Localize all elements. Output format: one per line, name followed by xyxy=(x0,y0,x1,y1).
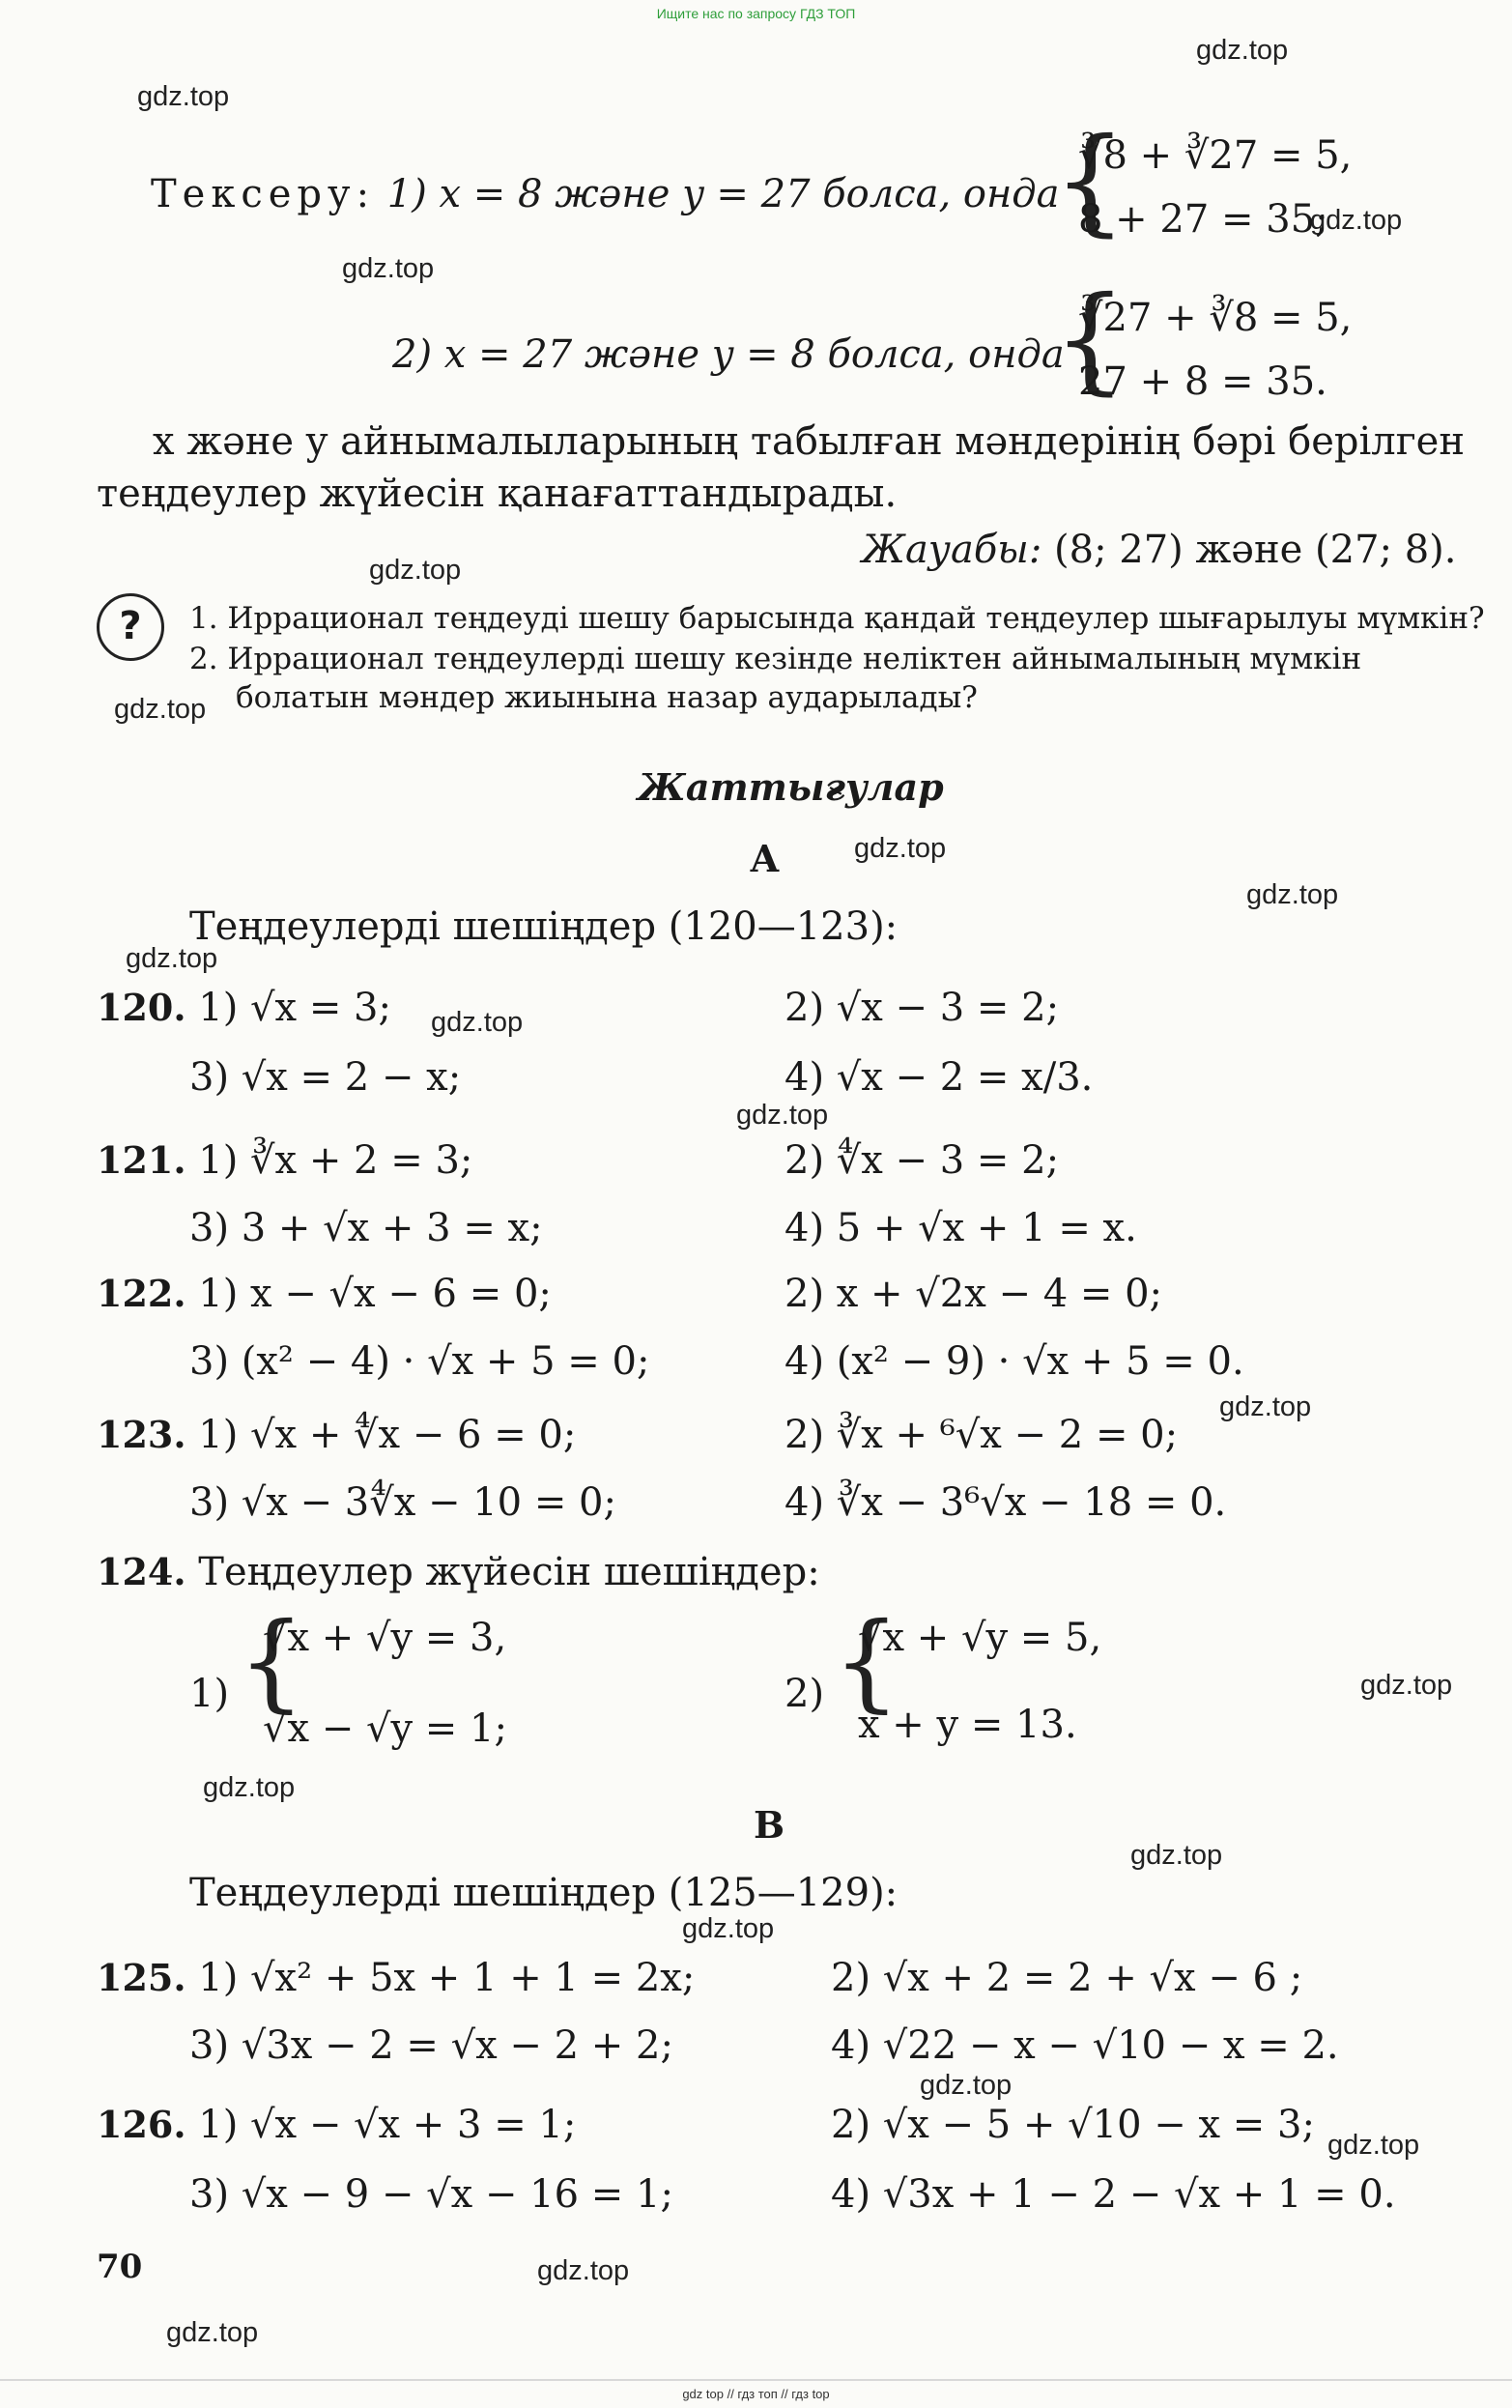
problem-part: 3) √3x − 2 = √x − 2 + 2; xyxy=(189,2023,673,2068)
problem-part: 2) √x − 5 + √10 − x = 3; xyxy=(831,2103,1315,2147)
watermark: gdz.top xyxy=(369,555,462,586)
problem-part: 1) √x + ∜x − 6 = 0; xyxy=(198,1413,577,1457)
watermark: gdz.top xyxy=(1310,205,1403,236)
problem-part: 2) √x + 2 = 2 + √x − 6 ; xyxy=(831,1956,1303,2000)
system-equation: √x + √y = 5, xyxy=(858,1616,1102,1660)
system-brace: { xyxy=(238,1599,305,1723)
problem-row xyxy=(97,1413,576,1457)
watermark: gdz.top xyxy=(1219,1391,1312,1422)
problem-number: 125. xyxy=(97,1956,186,1999)
system-brace: { xyxy=(1053,272,1127,407)
check-case-2: 2) x = 27 және y = 8 болса, онда xyxy=(392,332,1065,377)
problem-row xyxy=(97,986,391,1030)
problem-part: 4) √x − 2 = x/3. xyxy=(785,1055,1094,1100)
question-icon: ? xyxy=(97,593,164,661)
problem-number: 123. xyxy=(97,1413,186,1456)
problem-part: 3) (x² − 4) · √x + 5 = 0; xyxy=(189,1339,650,1384)
problem-part: 1) √x − √x + 3 = 1; xyxy=(198,2103,577,2147)
check-case-2-eq-2: 27 + 8 = 35. xyxy=(1078,359,1327,404)
check-case-2-eq-1: ∛27 + ∛8 = 5, xyxy=(1078,296,1353,340)
watermark: gdz.top xyxy=(736,1100,829,1131)
watermark: gdz.top xyxy=(1196,35,1289,66)
question-2-line-2: болатын мәндер жиынына назар аударылады? xyxy=(236,680,978,715)
watermark: gdz.top xyxy=(1360,1670,1453,1701)
watermark: gdz.top xyxy=(126,943,218,974)
check-case-1-eq-2: 8 + 27 = 35; xyxy=(1078,197,1328,242)
watermark: gdz.top xyxy=(166,2317,259,2348)
watermark: gdz.top xyxy=(431,1007,524,1038)
system-brace: { xyxy=(1053,114,1127,248)
problem-part: 4) 5 + √x + 1 = x. xyxy=(785,1206,1137,1250)
problem-number: 121. xyxy=(97,1138,186,1182)
problem-part: 1) ∛x + 2 = 3; xyxy=(198,1138,473,1183)
watermark: gdz.top xyxy=(1327,2130,1420,2161)
answer-label: Жауабы: xyxy=(862,528,1042,572)
problem-part: 3) √x − 9 − √x − 16 = 1; xyxy=(189,2172,673,2217)
problem-row xyxy=(97,1138,472,1183)
problem-text: Теңдеулер жүйесін шешіңдер: xyxy=(198,1550,820,1594)
problem-row xyxy=(97,1956,695,2000)
problem-row xyxy=(97,1550,820,1594)
problem-part: 2) ∛x + ⁶√x − 2 = 0; xyxy=(785,1413,1179,1457)
watermark: gdz.top xyxy=(920,2070,1013,2101)
problem-part: 3) √x − 3∜x − 10 = 0; xyxy=(189,1480,616,1525)
watermark: gdz.top xyxy=(682,1913,775,1944)
section-a-label: А xyxy=(750,837,780,880)
check-label: Тексеру: xyxy=(151,172,376,216)
problem-part: 2) x + √2x − 4 = 0; xyxy=(785,1272,1163,1316)
problem-number: 126. xyxy=(97,2103,186,2146)
check-conclusion-line-1: x және y айнымалыларының табылған мәндерінің бәрі берілген xyxy=(153,419,1466,464)
question-2-line-1: 2. Иррационал теңдеулерді шешу кезінде неліктен айнымалының мүмкін xyxy=(189,642,1362,676)
exercises-title: Жаттығулар xyxy=(638,765,944,809)
watermark: gdz.top xyxy=(1130,1840,1223,1871)
problem-part: 4) √22 − x − √10 − x = 2. xyxy=(831,2023,1339,2068)
system-equation: x + y = 13. xyxy=(858,1703,1077,1747)
section-b-label: В xyxy=(754,1803,785,1847)
problem-number: 120. xyxy=(97,986,186,1029)
watermark: gdz.top xyxy=(203,1772,296,1803)
check-conclusion-line-2: теңдеулер жүйесін қанағаттандырады. xyxy=(97,472,898,516)
watermark: gdz.top xyxy=(537,2255,630,2286)
answer-line xyxy=(862,528,1456,572)
section-b-instruction: Теңдеулерді шешіңдер (125—129): xyxy=(189,1871,899,1915)
footer-divider xyxy=(0,2379,1512,2381)
watermark: gdz.top xyxy=(854,833,947,864)
system-label: 1) xyxy=(189,1672,230,1716)
problem-part: 4) (x² − 9) · √x + 5 = 0. xyxy=(785,1339,1244,1384)
system-equation: √x − √y = 1; xyxy=(263,1706,507,1751)
system-label: 2) xyxy=(785,1672,825,1716)
bottom-banner: gdz top // гдз топ // гдз top xyxy=(682,2387,830,2401)
system-brace: { xyxy=(833,1599,900,1723)
section-a-instruction: Теңдеулерді шешіңдер (120—123): xyxy=(189,904,899,949)
problem-part: 3) √x = 2 − x; xyxy=(189,1055,462,1100)
problem-part: 4) √3x + 1 − 2 − √x + 1 = 0. xyxy=(831,2172,1396,2217)
check-block-1 xyxy=(151,172,1060,216)
watermark: gdz.top xyxy=(114,694,207,725)
watermark: gdz.top xyxy=(1246,879,1339,910)
problem-row xyxy=(97,1272,552,1316)
problem-number: 122. xyxy=(97,1272,186,1315)
problem-row xyxy=(97,2103,576,2147)
check-case-1-eq-1: ∛8 + ∛27 = 5, xyxy=(1078,133,1353,178)
problem-part: 1) √x = 3; xyxy=(198,986,391,1030)
check-case-1: 1) x = 8 және y = 27 болса, онда xyxy=(386,172,1060,216)
page-number: 70 xyxy=(97,2248,143,2286)
question-1: 1. Иррационал теңдеуді шешу барысында қандай теңдеулер шығарылуы мүмкін? xyxy=(189,601,1485,636)
problem-part: 2) ∜x − 3 = 2; xyxy=(785,1138,1060,1183)
problem-part: 4) ∛x − 3⁶√x − 18 = 0. xyxy=(785,1480,1227,1525)
problem-part: 2) √x − 3 = 2; xyxy=(785,986,1060,1030)
problem-part: 3) 3 + √x + 3 = x; xyxy=(189,1206,543,1250)
problem-part: 1) √x² + 5x + 1 + 1 = 2x; xyxy=(198,1956,696,2000)
watermark: gdz.top xyxy=(342,253,435,284)
answer-value: (8; 27) және (27; 8). xyxy=(1054,528,1457,572)
watermark: gdz.top xyxy=(137,81,230,112)
problem-part: 1) x − √x − 6 = 0; xyxy=(198,1272,552,1316)
top-banner: Ищите нас по запросу ГДЗ ТОП xyxy=(656,6,856,21)
problem-number: 124. xyxy=(97,1550,186,1593)
system-equation: √x + √y = 3, xyxy=(263,1616,507,1660)
